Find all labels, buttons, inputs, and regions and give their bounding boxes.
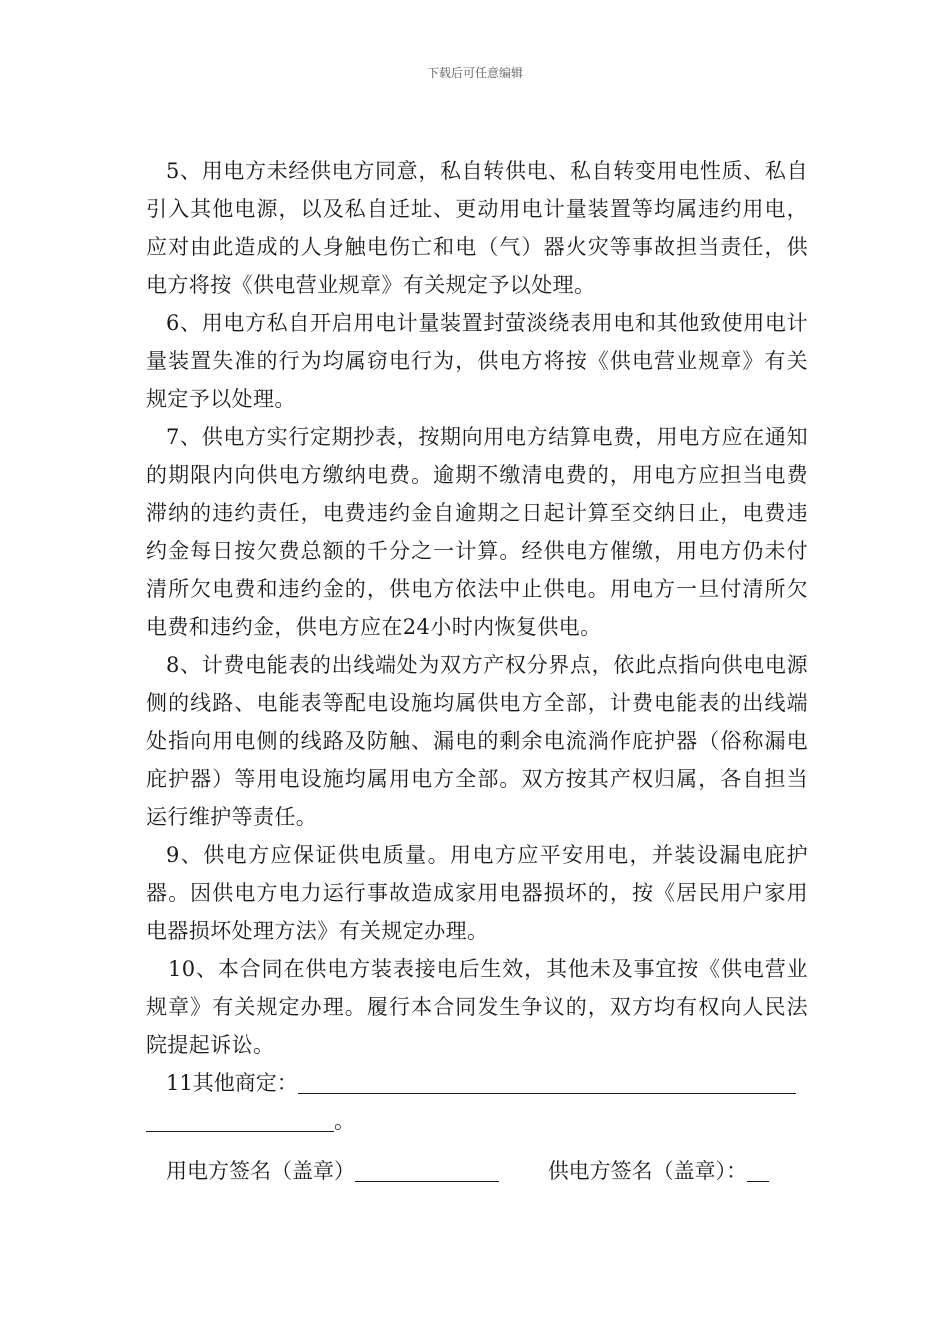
page-header-note: 下载后可任意编辑: [426, 66, 523, 80]
supplier-signature-label: 供电方签名（盖章）：: [547, 1159, 748, 1183]
clause-8: 8、计费电能表的出线端处为双方产权分界点，依此点指向供电电源侧的线路、电能表等配电设施均属供电方全部，计费电能表的出线端处指向用电侧的线路及防触、漏电的剩余电流淌作庇护器（俗称漏电庇护器）等用电设施均属用电方全部。双方按其产权归属，各自担当运行维护等责任。: [146, 653, 808, 829]
signature-row: [166, 1152, 810, 1190]
user-signature-label: 用电方签名（盖章）: [166, 1159, 355, 1183]
clause-11-row: [146, 1064, 808, 1102]
other-agreement-field-line2[interactable]: [146, 1105, 334, 1132]
other-agreement-field[interactable]: [298, 1067, 796, 1094]
clause-11-end-mark: 。: [334, 1109, 355, 1133]
contract-body: [146, 152, 808, 1140]
user-signature-block: [166, 1152, 499, 1190]
clause-6: 6、用电方私自开启用电计量装置封萤淡绕表用电和其他致使用电计量装置失准的行为均属窃电行为，供电方将按《供电营业规章》有关规定予以处理。: [146, 311, 808, 411]
supplier-signature-field[interactable]: [747, 1155, 769, 1182]
clause-11-label: 11其他商定：: [166, 1071, 298, 1095]
clause-10: 10、本合同在供电方装表接电后生效，其他未及事宜按《供电营业规章》有关规定办理。履行本合同发生争议的，双方均有权向人民法院提起诉讼。: [146, 957, 808, 1057]
supplier-signature-block: [548, 1152, 770, 1190]
user-signature-field[interactable]: [355, 1155, 499, 1182]
clause-7: 7、供电方实行定期抄表，按期向用电方结算电费，用电方应在通知的期限内向供电方缴纳电费。逾期不缴清电费的，用电方应担当电费滞纳的违约责任，电费违约金自逾期之日起计算至交纳日止，电费违约金每日按欠费总额的千分之一计算。经供电方催缴，用电方仍未付清所欠电费和违约金的，供电方依法中止供电。用电方一旦付清所欠电费和违约金，供电方应在24小时内恢复供电。: [146, 425, 808, 639]
clause-11-continuation: [146, 1102, 808, 1140]
clause-5: 5、用电方未经供电方同意，私自转供电、私自转变用电性质、私自引入其他电源，以及私自迁址、更动用电计量装置等均属违约用电，应对由此造成的人身触电伤亡和电（气）器火灾等事故担当责任，供电方将按《供电营业规章》有关规定予以处理。: [146, 159, 808, 297]
clause-9: 9、供电方应保证供电质量。用电方应平安用电，并装设漏电庇护器。因供电方电力运行事故造成家用电器损坏的，按《居民用户家用电器损坏处理方法》有关规定办理。: [146, 843, 808, 943]
